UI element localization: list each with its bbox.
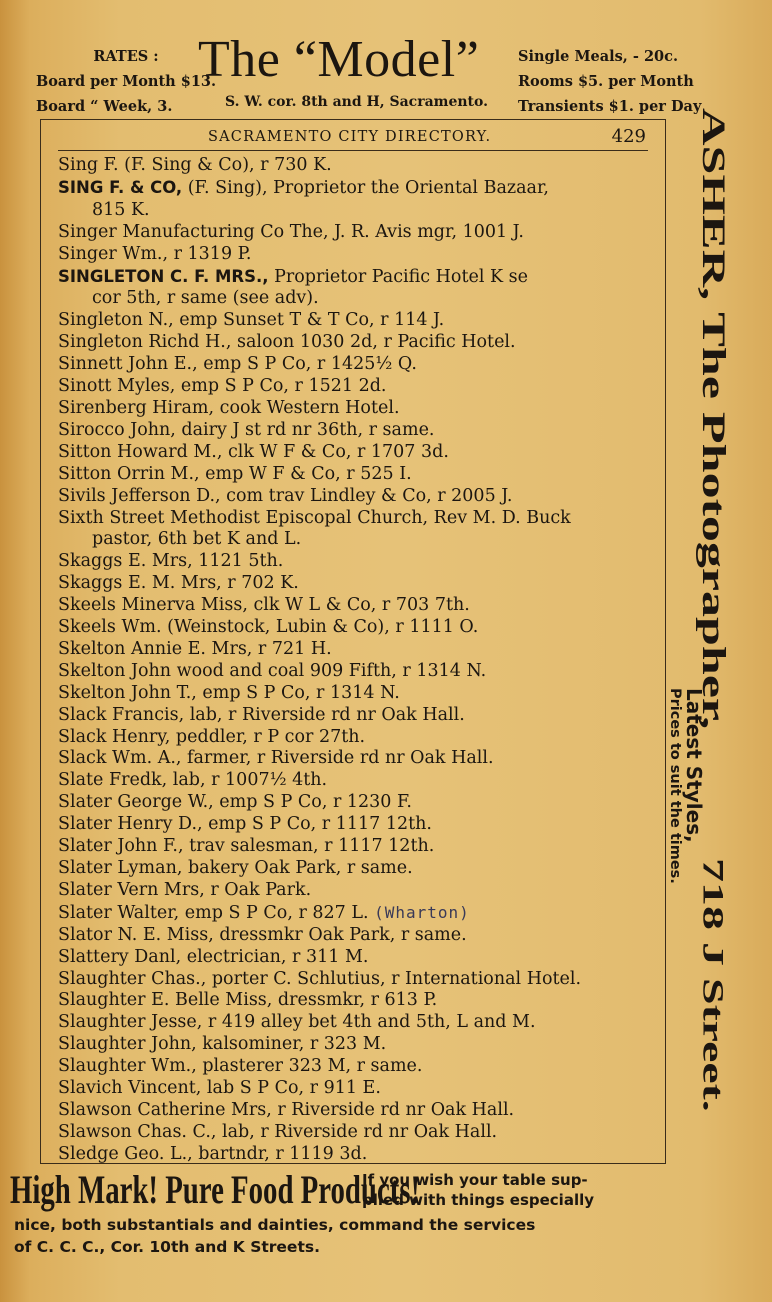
entry-text: Slack Henry, peddler, r P cor 27th.: [58, 726, 366, 747]
entry-text: Singer Manufacturing Co The, J. R. Avis mgr, 1001 J.: [58, 221, 524, 242]
entry-text: Slater John F., trav salesman, r 1117 12th.: [58, 836, 435, 857]
directory-entry: [58, 177, 658, 200]
directory-entry: [58, 508, 658, 530]
directory-entry: [58, 1078, 658, 1100]
directory-entry: [58, 222, 658, 244]
entry-text: Skaggs E. Mrs, 1121 5th.: [58, 551, 284, 572]
entry-text: Sinnett John E., emp S P Co, r 1425½ Q.: [58, 354, 417, 375]
transients-rate: Transients $1. per Day: [518, 98, 702, 115]
entry-business-name: SING F. & CO,: [58, 177, 183, 197]
directory-entry: [58, 200, 658, 222]
photographer-address: 718 J Street.: [696, 858, 730, 1112]
directory-entry: [58, 155, 658, 177]
entry-text: Slaughter E. Belle Miss, dressmkr, r 613 P.: [58, 990, 438, 1011]
entry-text: Slater Lyman, bakery Oak Park, r same.: [58, 858, 413, 878]
directory-entry: [58, 354, 658, 376]
page-number: 429: [611, 126, 646, 147]
entry-business-name: SINGLETON C. F. MRS.,: [58, 266, 269, 286]
latest-styles: Latest Styles,: [682, 688, 706, 843]
directory-entry: [58, 376, 658, 398]
rooms-rate: Rooms $5. per Month: [518, 73, 694, 90]
directory-entry: [58, 792, 658, 814]
entry-text: Slate Fredk, lab, r 1007½ 4th.: [58, 770, 328, 791]
directory-entry: [58, 639, 658, 661]
rate-month: Board per Month $13.: [36, 73, 217, 90]
entry-text: Skeels Minerva Miss, clk W L & Co, r 703 7th.: [58, 595, 470, 616]
hotel-address: S. W. cor. 8th and H, Sacramento.: [225, 94, 488, 110]
directory-entry: [58, 486, 658, 508]
directory-entry: [58, 1122, 658, 1144]
directory-entry: [58, 880, 658, 902]
board-rates: [36, 44, 216, 119]
directory-entry: [58, 573, 658, 595]
entry-text: Sixth Street Methodist Episcopal Church, Rev M. D. Buck: [58, 507, 571, 528]
entry-text: Slavich Vincent, lab S P Co, r 911 E.: [58, 1078, 381, 1099]
entry-text: Slater Henry D., emp S P Co, r 1117 12th.: [58, 814, 432, 835]
directory-entry: [58, 683, 658, 705]
entry-text: Slater Vern Mrs, r Oak Park.: [58, 879, 312, 900]
entry-text: Slator N. E. Miss, dressmkr Oak Park, r same.: [58, 924, 467, 945]
hotel-brand: The “Model”: [198, 31, 480, 88]
entry-text: Slawson Catherine Mrs, r Riverside rd nr Oak Hall.: [58, 1099, 515, 1120]
footer-line-4: of C. C. C., Cor. 10th and K Streets.: [14, 1238, 320, 1256]
directory-entry: [58, 464, 658, 486]
entry-text: Slaughter Chas., porter C. Schlutius, r International Hotel.: [58, 968, 582, 989]
side-advertisement: [666, 108, 772, 1208]
single-meals-rate: Single Meals, - 20c.: [518, 48, 679, 65]
directory-entry: [58, 748, 658, 770]
directory-title: SACRAMENTO CITY DIRECTORY.: [208, 129, 492, 145]
directory-entry: [58, 398, 658, 420]
footer-services: [14, 1214, 535, 1258]
entry-text: Sinott Myles, emp S P Co, r 1521 2d.: [58, 376, 387, 397]
entry-text: Skelton John wood and coal 909 Fifth, r 1314 N.: [58, 660, 487, 681]
directory-entry: [58, 617, 658, 639]
directory-entry: [58, 1012, 658, 1034]
handwritten-annotation: (Wharton): [374, 902, 470, 922]
directory-entry: [58, 705, 658, 727]
entry-text: (F. Sing), Proprietor the Oriental Bazaar,: [182, 177, 549, 198]
entry-text: Slaughter Jesse, r 419 alley bet 4th and 5th, L and M.: [58, 1012, 536, 1033]
footer-line-1: If you wish your table sup-: [362, 1171, 588, 1189]
directory-entry: [58, 1144, 658, 1166]
directory-entry: [58, 529, 658, 551]
directory-entry: [58, 595, 658, 617]
directory-entry: [58, 442, 658, 464]
entry-text: Slaughter Wm., plasterer 323 M, r same.: [58, 1056, 423, 1077]
directory-entry: [58, 770, 658, 792]
page-header: [0, 0, 772, 118]
entry-text: Sledge Geo. L., bartndr, r 1119 3d.: [58, 1143, 368, 1164]
entry-text: Slawson Chas. C., lab, r Riverside rd nr Oak Hall.: [58, 1121, 498, 1142]
directory-entry: [58, 420, 658, 442]
footer-line-2: plied with things especially: [362, 1191, 595, 1209]
entry-text: Proprietor Pacific Hotel K se: [268, 266, 528, 287]
prices-text: Prices to suit the times.: [667, 688, 683, 884]
footer-table-text: [362, 1170, 594, 1210]
entry-text: pastor, 6th bet K and L.: [92, 529, 302, 550]
entry-text: Sing F. (F. Sing & Co), r 730 K.: [58, 155, 332, 175]
directory-entry: [58, 969, 658, 991]
entry-text: Slattery Danl, electrician, r 311 M.: [58, 946, 369, 967]
entry-text: cor 5th, r same (see adv).: [92, 288, 319, 309]
directory-entry: [58, 310, 658, 332]
entry-text: Skelton Annie E. Mrs, r 721 H.: [58, 638, 332, 659]
entry-text: Slack Wm. A., farmer, r Riverside rd nr Oak Hall.: [58, 748, 494, 769]
entry-text: Skelton John T., emp S P Co, r 1314 N.: [58, 682, 400, 703]
directory-entry: [58, 947, 658, 969]
entry-text: 815 K.: [92, 199, 150, 220]
directory-entry: [58, 244, 658, 266]
directory-entry: [58, 836, 658, 858]
entry-text: Sitton Howard M., clk W F & Co, r 1707 3d.: [58, 441, 449, 462]
entry-text: Singleton N., emp Sunset T & T Co, r 114 J.: [58, 310, 445, 331]
entry-text: Sirocco John, dairy J st rd nr 36th, r same.: [58, 419, 435, 440]
directory-entry: [58, 332, 658, 354]
directory-entry: [58, 727, 658, 749]
rate-week: Board “ Week, 3.: [36, 98, 173, 115]
directory-entry: [58, 661, 658, 683]
entry-text: Slater George W., emp S P Co, r 1230 F.: [58, 792, 412, 813]
directory-entry: [58, 288, 658, 310]
photographer-prices: [666, 688, 684, 884]
directory-entry: [58, 551, 658, 573]
entry-text: Singleton Richd H., saloon 1030 2d, r Pacific Hotel.: [58, 332, 516, 353]
directory-entry: [58, 1034, 658, 1056]
entry-text: Slaughter John, kalsominer, r 323 M.: [58, 1034, 387, 1055]
footer-line-3: nice, both substantials and dainties, command the services: [14, 1216, 536, 1234]
directory-entry: [58, 990, 658, 1012]
directory-entry: [58, 902, 658, 925]
directory-entry: [58, 814, 658, 836]
rates-label: RATES :: [93, 48, 159, 65]
entry-text: Slack Francis, lab, r Riverside rd nr Oak Hall.: [58, 704, 465, 725]
entry-text: Sirenberg Hiram, cook Western Hotel.: [58, 397, 400, 418]
directory-entries: [58, 155, 658, 1166]
entry-text: Skeels Wm. (Weinstock, Lubin & Co), r 1111 O.: [58, 617, 479, 638]
directory-entry: [58, 266, 658, 289]
footer-slogan: High Mark! Pure Food Products!: [10, 1167, 421, 1212]
entry-text: Singer Wm., r 1319 P.: [58, 243, 252, 264]
photographer-slogan: [682, 688, 706, 843]
entry-text: Sitton Orrin M., emp W F & Co, r 525 I.: [58, 463, 412, 484]
directory-entry: [58, 1100, 658, 1122]
directory-entry: [58, 925, 658, 947]
directory-entry: [58, 858, 658, 880]
running-head: [58, 128, 648, 151]
directory-entry: [58, 1056, 658, 1078]
photographer-name: ASHER, The Photographer,: [695, 108, 731, 730]
entry-text: Skaggs E. M. Mrs, r 702 K.: [58, 573, 299, 594]
entry-text: Sivils Jefferson D., com trav Lindley & Co, r 2005 J.: [58, 485, 513, 506]
entry-text: Slater Walter, emp S P Co, r 827 L.: [58, 902, 369, 923]
